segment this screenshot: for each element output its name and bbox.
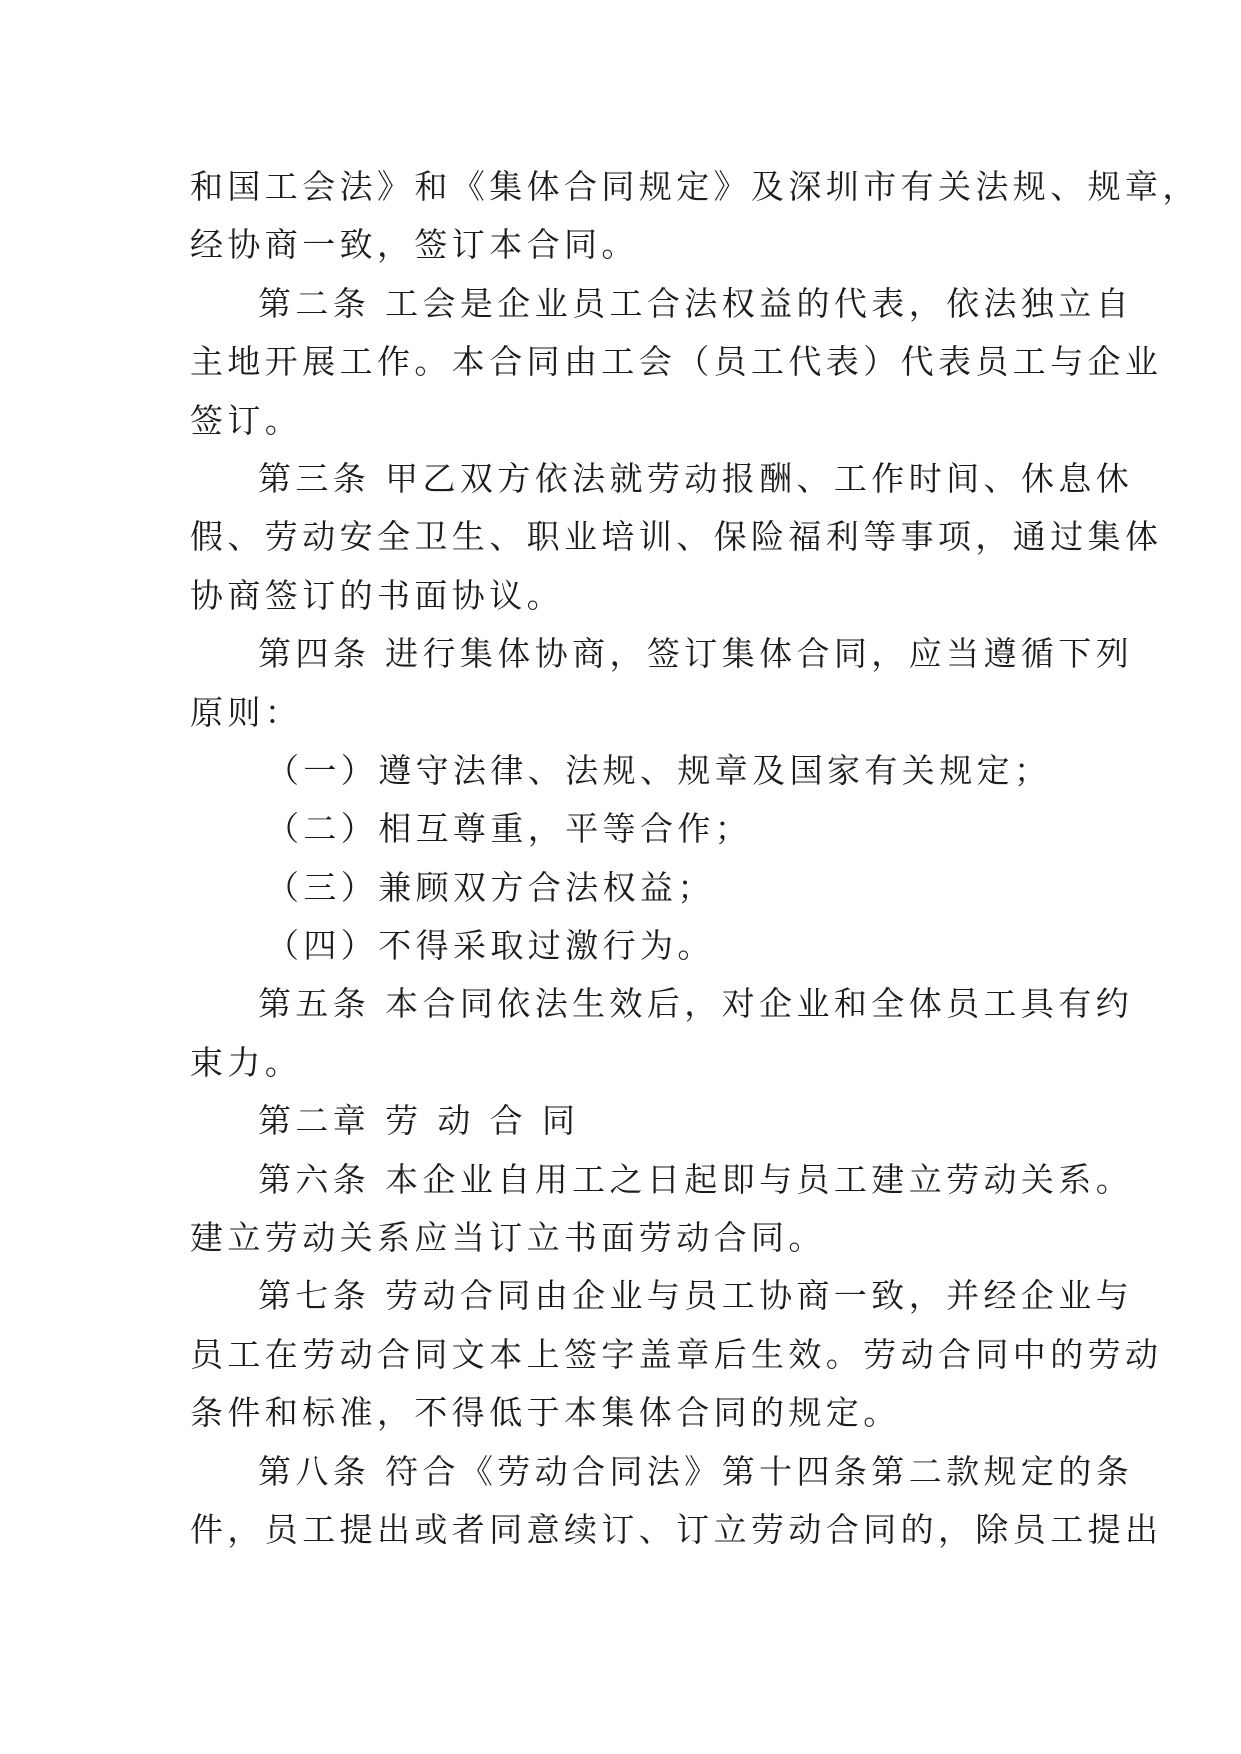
- text-line: 假、劳动安全卫生、职业培训、保险福利等事项，通过集体: [190, 517, 1163, 557]
- text-line: 签订。: [190, 400, 303, 440]
- article-8-line: 第八条 符合《劳动合同法》第十四条第二款规定的条: [258, 1451, 1134, 1491]
- text-line: 经协商一致，签订本合同。: [190, 225, 639, 265]
- text-line: 和国工会法》和《集体合同规定》及深圳市有关法规、规章，: [190, 167, 1200, 206]
- text-line: 原则：: [190, 692, 303, 732]
- article-3-line: 第三条 甲乙双方依法就劳动报酬、工作时间、休息休: [258, 458, 1134, 498]
- article-5-line: 第五条 本合同依法生效后，对企业和全体员工具有约: [258, 984, 1134, 1024]
- article-4-line: 第四条 进行集体协商，签订集体合同，应当遵循下列: [258, 634, 1134, 674]
- article-6-line: 第六条 本企业自用工之日起即与员工建立劳动关系。: [258, 1159, 1134, 1199]
- article-2-line: 第二条 工会是企业员工合法权益的代表，依法独立自: [258, 283, 1134, 323]
- text-line: 件，员工提出或者同意续订、订立劳动合同的，除员工提出: [190, 1509, 1163, 1549]
- text-line: 主地开展工作。本合同由工会（员工代表）代表员工与企业: [190, 342, 1163, 382]
- principle-item: （四）不得采取过激行为。: [266, 926, 715, 966]
- text-line: 协商签订的书面协议。: [190, 575, 564, 615]
- principle-item: （三）兼顾双方合法权益；: [266, 867, 715, 907]
- text-line: 建立劳动关系应当订立书面劳动合同。: [190, 1218, 826, 1258]
- chapter-heading: 第二章 劳 动 合 同: [258, 1101, 580, 1141]
- principle-item: （二）相互尊重，平等合作；: [266, 809, 753, 849]
- text-line: 员工在劳动合同文本上签字盖章后生效。劳动合同中的劳动: [190, 1334, 1163, 1374]
- article-7-line: 第七条 劳动合同由企业与员工协商一致，并经企业与: [258, 1276, 1134, 1316]
- text-line: 束力。: [190, 1042, 303, 1082]
- principle-item: （一）遵守法律、法规、规章及国家有关规定；: [266, 750, 1052, 790]
- document-body: [190, 158, 1200, 1559]
- text-line: 条件和标准，不得低于本集体合同的规定。: [190, 1393, 901, 1433]
